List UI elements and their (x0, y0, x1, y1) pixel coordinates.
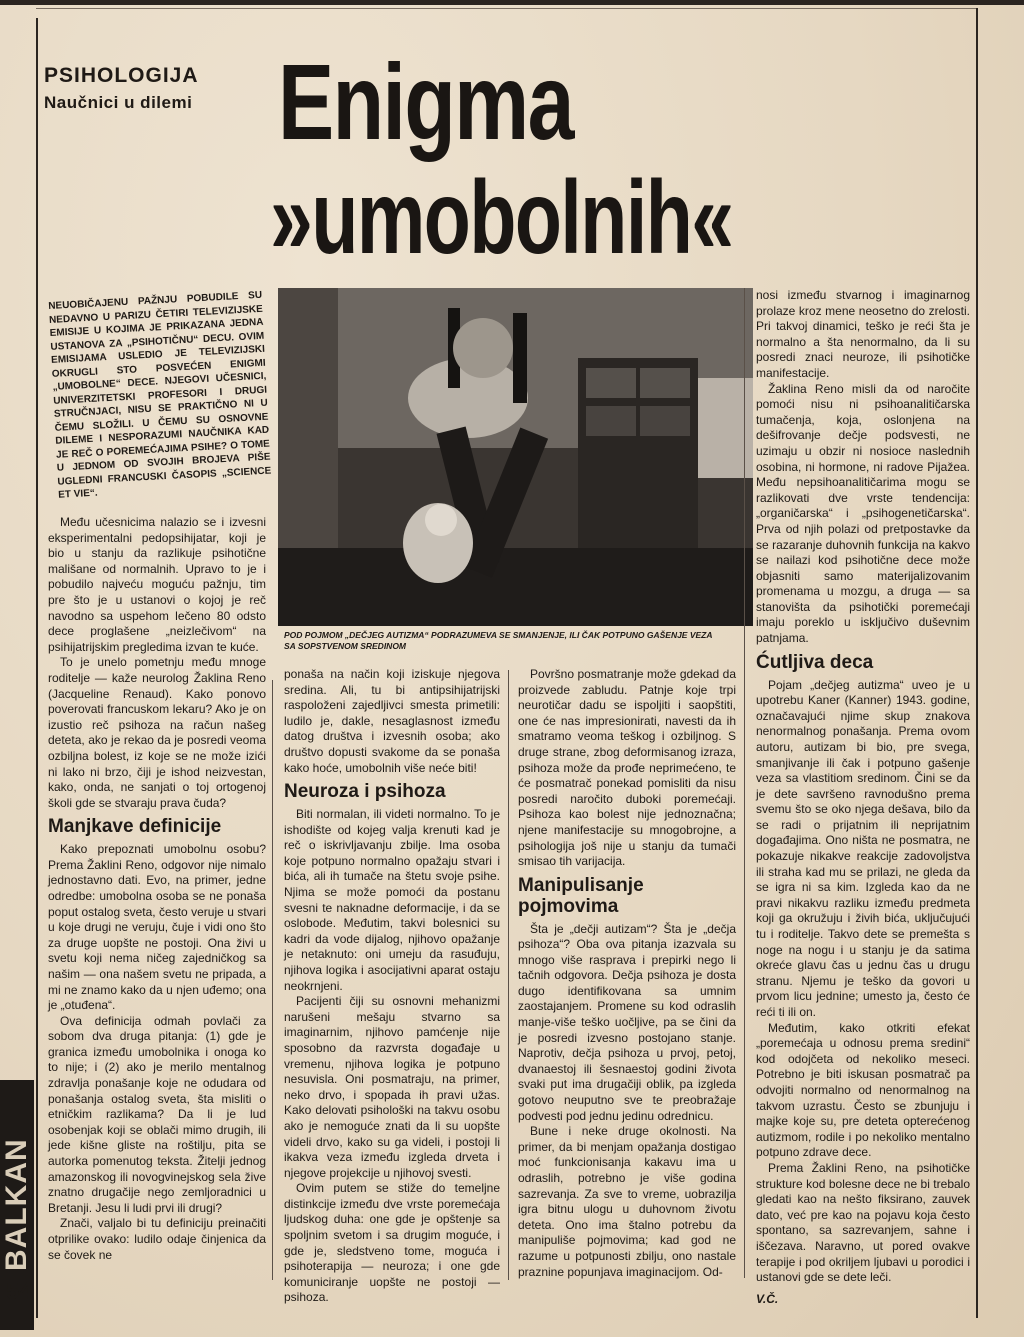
subheading: Ćutljiva deca (756, 651, 874, 673)
paragraph: Ovim putem se stiže do temeljne distinkcije između dve vrste poremećaja ljudskog duha: one gde je opštenje sa spoljnim svetom i sa drugim moguće, i gde je, sledstveno tome, moguća i psihoterapija — neuroza; i one gde komuniciranje uopšte ne postoji — psihoza. (284, 1181, 500, 1305)
paragraph: Međutim, kako otkriti efekat „poremećaja u odnosu prema sredini“ kod odojčeta od nekoliko meseci. Potrebno je biti iskusan posmatrač pa odvojiti normalno od nenormalnog na takvom uzrastu. Često se zbunjuju i majke koje su, pre deteta opterećenog autizmom, rodile i po nekoliko mentalno potpuno zdrave dece. (756, 1020, 970, 1160)
paragraph: Kako prepoznati umobolnu osobu? Prema Žaklini Reno, odgovor nije nimalo jednostavno dati. Evo, na primer, jedne odredbe: umobolna osoba se ne ponaša poput ostalog sveta, često veruje u stvari u koje drugi ne veruju, čuje i vidi ono što za druge uopšte ne postoji. Ona živi u svetu koji nema ničeg zajedničkog sa našim — ona našem svetu ne pripada, a mi ne znamo kako da u njen uđemo; ona je „otuđena“. (48, 842, 266, 1013)
column-1 (48, 515, 266, 1263)
section-subtitle: Naučnici u dilemi (44, 93, 193, 112)
magazine-spine-logo: BALKAN (0, 1080, 34, 1330)
paragraph: Bune i neke druge okolnosti. Na primer, da bi menjam opažanja dostigao moć funkcionisanja kakavu ima u odraslih, potrebno je više godina sazrevanja. Za sve to vreme, uobrazilja igra bitnu ulogu u duhovnom životu deteta. Ono ima štalno potrebu da manipuliše pojmovima; kad god ne razume u potpunosti zbilju, ono nastale praznine popunjava imaginacijom. Od- (518, 1124, 736, 1279)
paragraph: Znači, valjalo bi tu definiciju preinačiti otprilike ovako: ludilo odaje činjenica da se čovek ne (48, 1216, 266, 1262)
paragraph: Šta je „dečji autizam“? Šta je „dečja psihoza“? Oba ova pitanja izazvala su mnogo više rasprava i prepirki nego li tačnih odgovora. Dečja psihoza je dosta dugo identifikovana sa umnim zaostajanjem. Promene su kod odraslih manje-više teško uočljive, pa se čini da je posredi izvesno postojano stanje. Naprotiv, dečja psihoza u prvoj, petoj, dvanaestoj ili šesnaestoj godini života svaki put ima drugačiji oblik, pa izgleda gotovo neuputno sve te preobražaje podvesti pod jednu jedinu odrednicu. (518, 921, 736, 1123)
paragraph: Površno posmatranje može gdekad da proizvede zabludu. Patnje koje trpi neurotičar dadu se ispoljiti i saopštiti, one će nas impresionirati, navesti da ih smatramo veoma teškog i ozbiljnog. S druge strane, zbog deformisanog izraza, psihoza može da prođe neprimećeno, te će posmatrač ponekad pomisliti da nisu posredi naročito duboki poremećaji. Psihoza kao bolest nije jednoznačna; njene manifestacije su mnogobrojne, a psihologija još nije u stanju da tumači smisao tih varijacija. (518, 667, 736, 869)
headline-line-1: Enigma (278, 41, 573, 162)
paragraph: Prema Žaklini Reno, na psihotičke strukture kod bolesne dece ne bi trebalo gledati kao na nešto fiksirano, zauvek dato, već pre kao na pojavu koja često spontano, sa sazrevanjem, sahne i iščezava. Naravno, ut pored ovakve terapije i pod okriljem lјubavi u porodici i ustanovi gde se dete leči. (756, 1160, 970, 1285)
paragraph: ponaša na način koji iziskuje njegova sredina. Ali, tu bi antipsihijatrijski raspoloženi zajedljivci smesta primetili: ludilo je, dakle, nesaglasnost između datog društva i izvesnih osoba; ako društvo dopusti svakome da se ponaša kako hoće, umobolnih više neće biti! (284, 667, 500, 775)
top-edge (0, 0, 1024, 5)
photo-child-with-doll (278, 288, 753, 626)
left-rule (36, 18, 38, 1318)
lead-paragraph: NEUOBIČAJENU PAŽNJU POBUDILE SU NEDAVNO U PARIZU ČETIRI TELEVIZIJSKE EMISIJE U KOJIMA JE PRIKAZANA JEDNA USTANOVA ZA „PSIHOTIČNU“ DECU. OVIM EMISIJAMA USLEDIO JE TELEVIZIJSKI OKRUGLI STO POSVEĆEN ENIGMI „UMOBOLNE“ DECE. NJEGOVI UČESNICI, UNIVERZITETSKI PROFESORI I DRUGI STRUČNJACI, NISU SE PRAKTIČNO NI U ČEMU SLOŽILI. U ČEMU SU OSNOVNE DILEME I NESPORAZUMI NAUČNIKA KAD JE REČ O POREMEĆAJIMA PSIHE? O TOME U JEDNOM OD SVOJIH BROJEVA PIŠE UGLEDNI FRANCUSKI ČASOPIS „SCIENCE ET VIE“. (48, 289, 272, 501)
paragraph: nosi između stvarnog i imaginarnog prolaze kroz mene neosetno do zrelosti. Pri takvoj dinamici, teško je reći šta je normalno a šta nenormalno, da li su posredi znaci neuroze, ili psihotičke manifestacije. (756, 288, 970, 380)
paragraph: Među učesnicima nalazio se i izvesni eksperimentalni pedopsihijatar, koji je bio u stanju da razlikuje psihotične mališane od normalnih. Upravo to je i pobudilo najveću moguću pažnju, tim pre što je u ustanovi o kojoj je reč navodno sa uspehom lečeno 80 odsto dece proglašene „neizlečivom“ na psihijatrijskim pregledima izvan te kuće. (48, 515, 266, 654)
section-label: PSIHOLOGIJA (44, 64, 199, 87)
paragraph: Pojam „dečjeg autizma“ uveo je u upotrebu Kaner (Kanner) 1943. godine, označavajući njime skup znakova nenormalnog ponašanja. Prema ovom autoru, autizam bi bio, pre svega, smanjivanje ili čak i potpuno gašenje veza sa vlastitiom sredinom. Čini se da je dete savršeno ravnodušno prema svemu što se oko njega dešava, bilo da se radi o prijatnim ili neprijatnim događajima. Ono ništa ne posmatra, ne pokazuje nikakve reakcije zadovoljstva ili straha kad mu se prilazi, ne gleda da se igra ni sa kim. Izgleda kao da ne pravi nikakvu razliku između predmeta koji ga okružuju i živih bića, uključujući tu i roditelje. Takvo dete se premešta s noge na nogu i u stanju je da satima okreće glavu čas u jednu čas u drugu stranu. Njemu je teško da govori u prvom licu jednine; umesto ja, često će reći ti ili on. (756, 677, 970, 1020)
subheading: Neuroza i psihoza (284, 781, 446, 803)
paragraph: To je unelo pometnju među mnoge roditelje — kaže neurolog Žaklina Reno (Jacqueline Renaud). Kako ponovo poverovati francuskom lekaru? Ako je on izustio reč psihoza na račun našeg deteta, ako je rekao da je posredi veoma ozbiljna bolest, iz koje se ne može izići ni lako ni brzo, čiji je ishod neizvestan, kako, onda, ne sanjati o toj ortogenoj školi gde se stvaraju prava čuda? (48, 655, 266, 810)
paragraph: Pacijenti čiji su osnovni mehanizmi narušeni mešaju stvarno sa imaginarnim, njihovo pamćenje nije sposobno da razvrsta događaje u vremenu, njihova logika je potpuno nesuvisla. Oni posmatraju, na primer, neko drvo, i spopada ih pravi užas. Kako delovati psihološki na takvu osobu ako je nemoguće znati da li su uopšte videli drvo, kako su ga videli, i postoji li ikakva veza između izgleda drveta i njegove projekcije u njihovoj svesti. (284, 994, 500, 1180)
column-3 (518, 667, 736, 1280)
column-4 (756, 288, 970, 1307)
headline (270, 41, 740, 276)
column-divider (508, 670, 509, 1280)
subheading: Manipulisanje pojmovima (518, 874, 644, 917)
page-number: 54 (6, 1278, 33, 1305)
column-2 (284, 667, 500, 1306)
paragraph: Ova definicija odmah povlači za sobom dva druga pitanja: (1) gde je granica između umobolnika i onoga ko to nije; i (2) ako je merilo mentalnog zdravlja ponašanje koje ne odudara od ponašanja ostalog sveta, šta misliti o etničkim razlikama? Da li je lud osobenjak koji se oblači mimo drugih, ili jede kišne gliste na roštilju, pita se autorka pomenutog teksta. Žitelji jednog amazonskog ili novogvinejskog sela žive znatno drugačije nego zemljoradnici u Bretanji. Jesu li ludi prvi ili drugi? (48, 1013, 266, 1215)
paragraph: Žaklina Reno misli da od naročite pomoći nisu ni psihoanalitičarska tumačenja, koja, oslonjena na dešifrovanje dečje podsvesti, ne uzimaju u obzir ni nosioce naslednih osobina, ni hormone, ni radove Pijažea. Među nepsihoanalitičarima mogu se razlikovati dve vrste tendencija: „organičarska“ i „psihogenetičarska“. Prva od njih polazi od pretpostavke da se razaranje duhovnih funkcija na kakvo se nailazi kod psihotične dece može objasniti samo materijalizovanim promenama u mozgu, a druga — sa stanovišta da psihotički poremećaji imaju poreklo u isključivo duševnim patnjama. (756, 381, 970, 646)
column-divider (744, 288, 745, 1278)
article-photo (278, 288, 753, 626)
right-rule (976, 8, 978, 1318)
column-divider (272, 680, 273, 1280)
top-rule (36, 8, 978, 9)
photo-caption: POD POJMOM „DEČJEG AUTIZMA“ PODRAZUMEVA SE SMANJENJE, ILI ČAK POTPUNO GAŠENJE VEZA SA SOPSTVENOM SREDINOM (284, 630, 713, 652)
headline-line-2: »umobolnih« (270, 160, 733, 276)
subheading: Manjkave definicije (48, 816, 222, 838)
paragraph: Biti normalan, ili videti normalno. To je ishodište od kojeg valja krenuti kad je reč o iskrivljavanju zbilje. Ima osoba koje potpuno normalno opažaju stvari i bića, ali ih tumače na štetu svoje psihe. Njima se može pomoći da postanu svesni te naknadne deformacije, i da se oslobode. Međutim, takvi bolesnici su kadri da vode dijalog, njihovo opažanje je netaknuto: oni umeju da rasuđuju, njihova logika i asocijativni aparat ostaju neokrnjeni. (284, 807, 500, 993)
author-signature: V.Č. (756, 1291, 779, 1306)
